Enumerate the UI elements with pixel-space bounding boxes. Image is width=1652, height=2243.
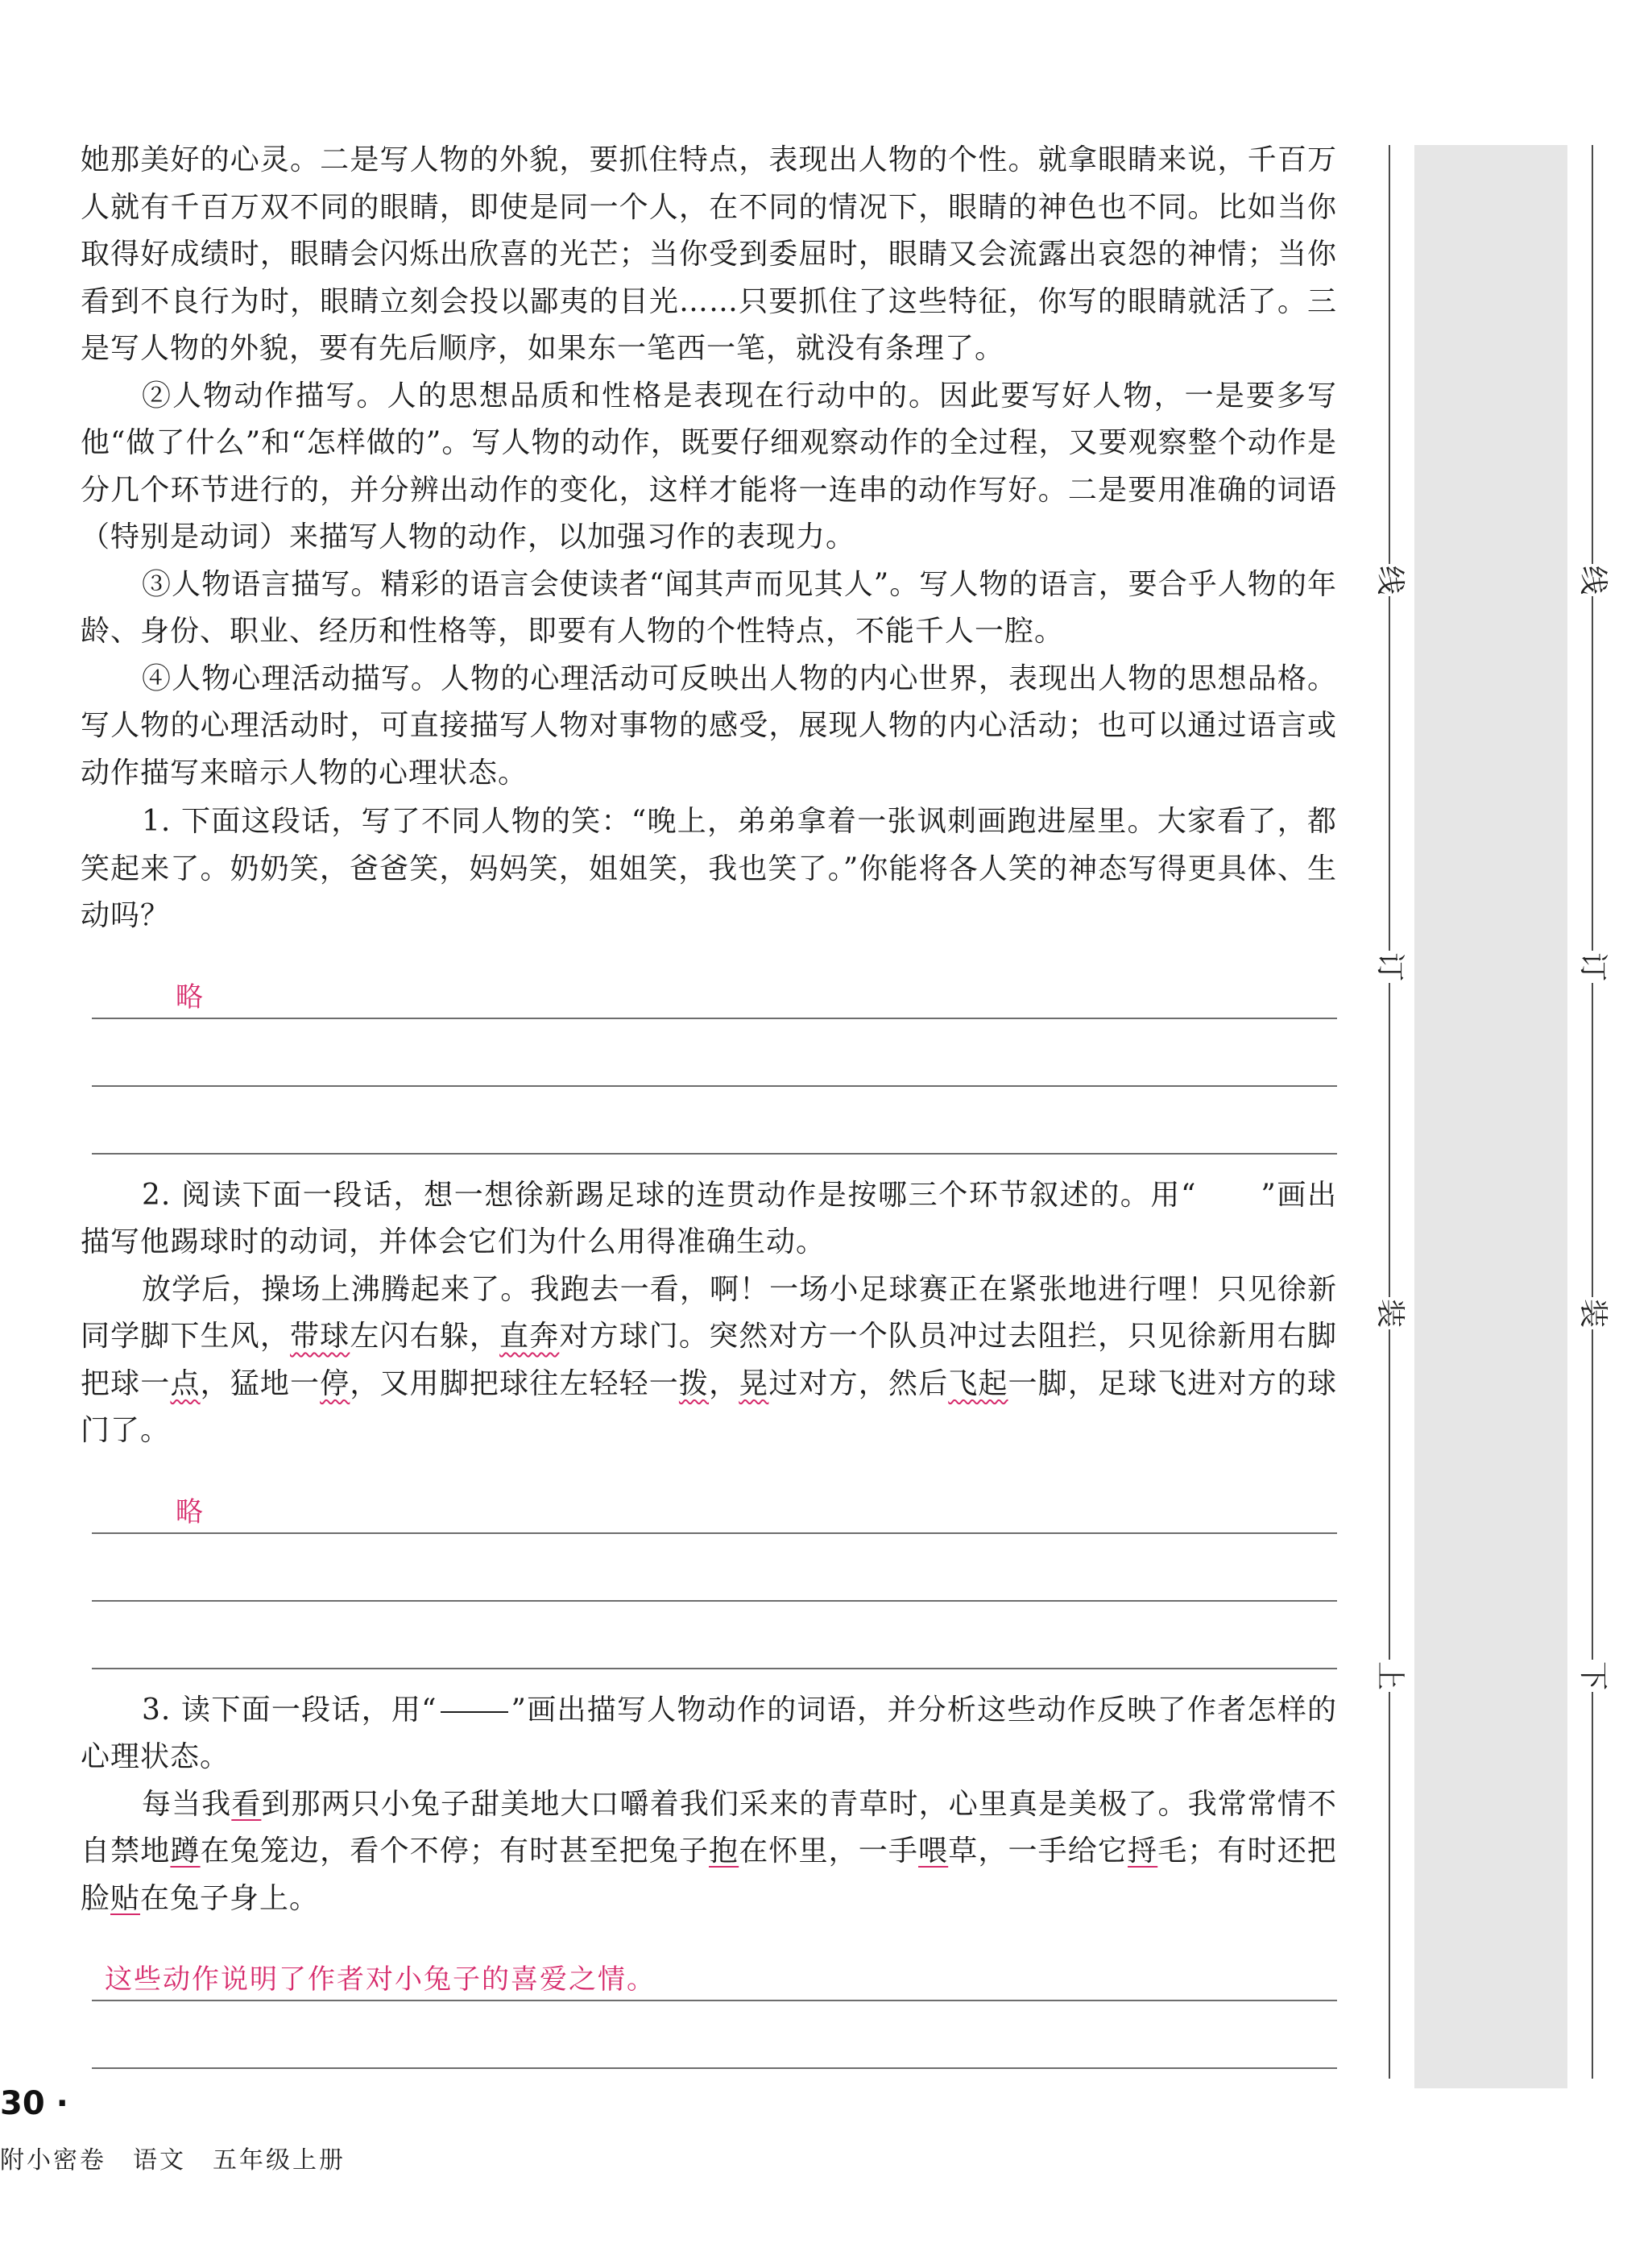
marked-verb: 蹲 [170,1835,201,1868]
binding-label: 订 [1576,952,1609,981]
page-number: 30 · [0,2085,68,2122]
book-title: 附小密卷 语文 五年级上册 [0,2146,346,2175]
passage-text: 在怀里，一手 [739,1835,919,1868]
question-3 [81,1687,1337,1781]
marked-verb: 拨 [678,1366,710,1400]
marked-verb: 停 [320,1366,350,1400]
answer-line[interactable] [92,1019,1337,1087]
straight-underline-sample [441,1710,508,1713]
passage-text: 毛；有时还把脸 [81,1835,1337,1915]
binding-label: 装 [1373,1298,1406,1328]
passage-text: 在兔子身上。 [140,1881,320,1915]
passage-text: ，猛地一 [200,1366,321,1400]
binding-margin [1361,145,1619,2095]
binding-line-right [1592,145,1593,2079]
answer-text: 这些动作说明了作者对小兔子的喜爱之情。 [105,1963,656,1996]
binding-label: 下 [1576,1660,1609,1690]
paragraph-psychology: ④人物心理活动描写。人物的心理活动可反映出人物的内心世界，表现出人物的思想品格。写人物的心理活动时，可直接描写人物对事物的感受，展现人物的内心活动；也可以通过语言或动作描写来暗示人物的心理状态。 [81,661,1337,790]
question-1: 1. 下面这段话，写了不同人物的笑：“晚上，弟弟拿着一张讽刺画跑进屋里。大家看了，都笑起来了。奶奶笑，爸爸笑，妈妈笑，姐姐笑，我也笑了。”你能将各人笑的神态写得更具体、生动吗？ [81,805,1337,932]
binding-label: 线 [1576,565,1609,595]
answer-line[interactable] [92,2001,1337,2069]
main-content [81,137,1337,2087]
marked-verb: 带球 [290,1320,350,1353]
wavy-underline-sample [1196,1183,1261,1212]
answer-line[interactable] [92,1476,1337,1534]
marked-verb: 贴 [110,1881,141,1915]
paragraph-language: ③人物语言描写。精彩的语言会使读者“闻其声而见其人”。写人物的语言，要合乎人物的年龄、身份、职业、经历和性格等，即要有人物的个性特点，不能千人一腔。 [81,567,1337,648]
passage-text: 左闪右躲， [350,1320,500,1353]
paragraph-appearance: 她那美好的心灵。二是写人物的外貌，要抓住特点，表现出人物的个性。就拿眼睛来说，千百万人就有千百万双不同的眼睛，即使是同一个人，在不同的情况下，眼睛的神色也不同。比如当你取得好成绩时，眼睛会闪烁出欣喜的光芒；当你受到委屈时，眼睛又会流露出哀怨的神情；当你看到不良行为时，眼睛立刻会投以鄙夷的目光……只要抓住了这些特征，你写的眼睛就活了。三是写人物的外貌，要有先后顺序，如果东一笔西一笔，就没有条理了。 [81,143,1337,365]
binding-label: 订 [1373,952,1406,981]
passage-text: 到那两只小兔子甜美地大口嚼着我们采来的青草时，心里真是美极了。我常常情不自禁地 [81,1787,1337,1868]
question-2-prompt-a: 2. 阅读下面一段话，想一想徐新踢足球的连贯动作是按哪三个环节叙述的。用“ [142,1178,1197,1212]
binding-label: 装 [1576,1298,1609,1328]
passage-text: 放学后，操场上沸腾起来了。我跑去一看，啊！一场小足球赛正在紧张地进行哩！只见徐新同学脚下生风， [81,1272,1337,1353]
answer-area-3 [92,1943,1337,2069]
passage-text: 每当我 [142,1787,232,1821]
answer-line[interactable] [92,1087,1337,1155]
answer-area-1 [92,961,1337,1155]
passage-text: 草，一手给它 [948,1835,1128,1868]
marked-verb: 看 [231,1787,262,1821]
answer-line[interactable] [92,1534,1337,1602]
passage-text: ，又用脚把球往左轻轻一 [350,1366,679,1400]
binding-line-left [1389,145,1390,2079]
passage-text: 过对方，然后 [768,1366,949,1400]
question-3-prompt-a: 3. 读下面一段话，用“ [142,1693,437,1727]
answer-line[interactable] [92,961,1337,1019]
binding-label: 线 [1373,565,1406,595]
question-3-prompt-b: ”画出描写人物动作的词语，并分析这些动作反映了作者怎样的心理状态。 [81,1693,1337,1773]
passage-text: 在兔笼边，看个不停；有时甚至把兔子 [200,1835,710,1868]
answer-text: 略 [176,981,205,1014]
marked-verb: 捋 [1128,1835,1158,1868]
question-2-passage [81,1267,1337,1455]
paragraph-action: ②人物动作描写。人的思想品质和性格是表现在行动中的。因此要写好人物，一是要多写他“做了什么”和“怎样做的”。写人物的动作，既要仔细观察动作的全过程，又要观察整个动作是分几个环节进行的，并分辨出动作的变化，这样才能将一连串的动作写好。二是要用准确的词语（特别是动词）来描写人物的动作，以加强习作的表现力。 [81,379,1337,553]
marked-verb: 抱 [709,1835,739,1868]
question-2-prompt-b: ”画出描写他踢球时的动词，并体会它们为什么用得准确生动。 [81,1178,1337,1258]
question-3-passage [81,1781,1337,1923]
marked-verb: 喂 [918,1835,949,1868]
marked-verb: 直奔 [499,1320,560,1353]
passage-text: ， [709,1366,739,1400]
marked-verb: 点 [170,1366,201,1400]
answer-line[interactable] [92,1943,1337,2001]
passage-text: 一脚，足球飞进对方的球门了。 [81,1366,1337,1447]
question-2 [81,1172,1337,1267]
binding-label: 上 [1373,1660,1406,1690]
answer-line[interactable] [92,1602,1337,1669]
answer-text: 略 [176,1495,205,1528]
binding-gray-strip [1414,145,1567,2088]
marked-verb: 晃 [739,1366,769,1400]
answer-area-2 [92,1476,1337,1669]
marked-verb: 飞起 [948,1366,1008,1400]
passage-text: 对方球门。突然对方一个队员冲过去阻拦，只见徐新用右脚把球一 [81,1320,1337,1400]
